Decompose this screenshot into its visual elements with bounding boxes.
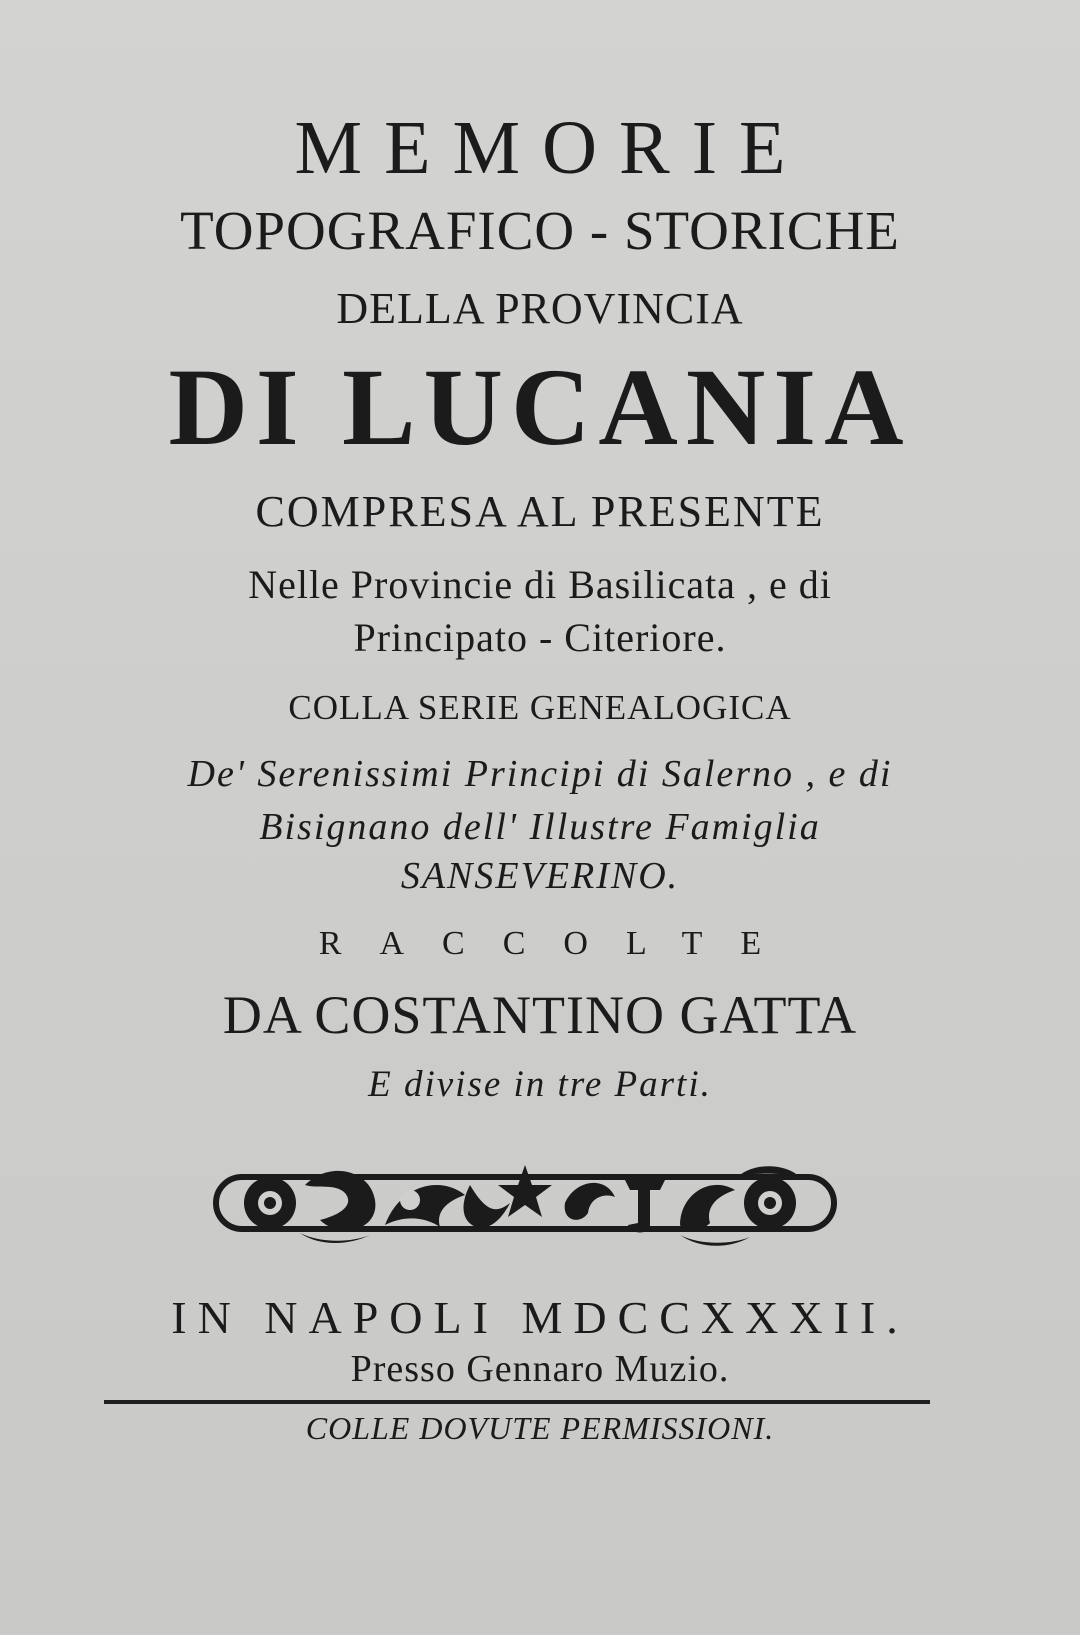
printers-ornament-icon bbox=[210, 1155, 840, 1250]
subtitle-bisignano: Bisignano dell' Illustre Famiglia bbox=[259, 806, 821, 848]
title-memorie: MEMORIE bbox=[294, 106, 808, 190]
subtitle-principato: Principato - Citeriore. bbox=[353, 615, 727, 660]
subtitle-provincie: Nelle Provincie di Basilicata , e di bbox=[248, 562, 832, 607]
title-della-provincia: DELLA PROVINCIA bbox=[336, 284, 744, 333]
subtitle-principi: De' Serenissimi Principi di Salerno , e di bbox=[187, 753, 893, 795]
permissions-note: COLLE DOVUTE PERMISSIONI. bbox=[305, 1410, 775, 1446]
subtitle-compresa: COMPRESA AL PRESENTE bbox=[255, 487, 825, 536]
imprint-place-date: IN NAPOLI MDCCXXXII. bbox=[171, 1292, 909, 1343]
divise-note: E divise in tre Parti. bbox=[368, 1064, 712, 1105]
subtitle-serie-genealogica: COLLA SERIE GENEALOGICA bbox=[288, 688, 792, 727]
imprint-printer: Presso Gennaro Muzio. bbox=[350, 1348, 730, 1390]
title-di-lucania: DI LUCANIA bbox=[168, 346, 912, 468]
title-topografico-storiche: TOPOGRAFICO - STORICHE bbox=[180, 200, 900, 261]
raccolte-label: RACCOLTE bbox=[318, 925, 800, 962]
subtitle-sanseverino: SANSEVERINO. bbox=[400, 855, 680, 897]
author-name: DA COSTANTINO GATTA bbox=[222, 985, 858, 1045]
horizontal-rule bbox=[104, 1400, 930, 1404]
